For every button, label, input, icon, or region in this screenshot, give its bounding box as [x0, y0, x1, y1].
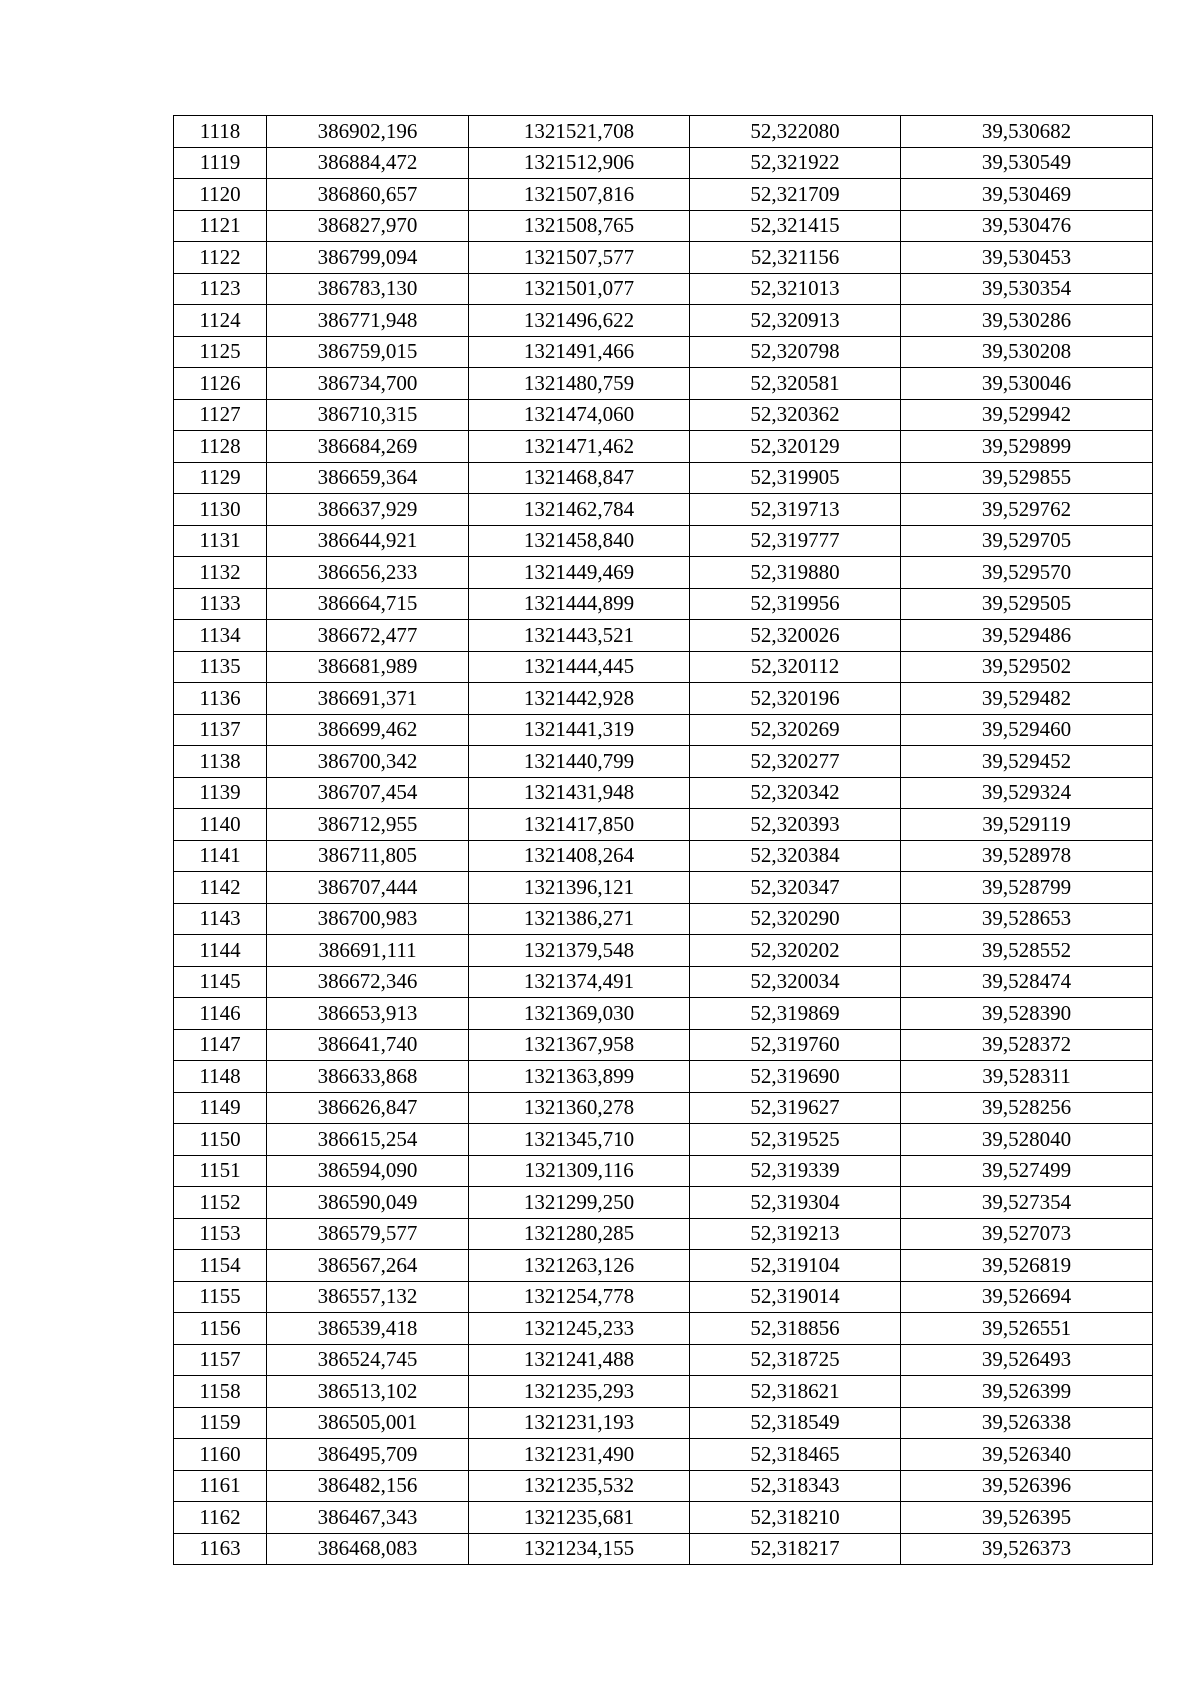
x-coordinate-cell: 386672,346: [267, 966, 469, 998]
longitude-cell: 39,528311: [901, 1061, 1153, 1093]
longitude-cell: 39,528978: [901, 840, 1153, 872]
longitude-cell: 39,528040: [901, 1124, 1153, 1156]
point-number-cell: 1156: [174, 1313, 267, 1345]
y-coordinate-cell: 1321471,462: [469, 431, 690, 463]
point-number-cell: 1121: [174, 210, 267, 242]
point-number-cell: 1136: [174, 683, 267, 715]
table-row: [174, 840, 1153, 872]
latitude-cell: 52,319880: [690, 557, 901, 589]
y-coordinate-cell: 1321280,285: [469, 1218, 690, 1250]
longitude-cell: 39,530208: [901, 336, 1153, 368]
longitude-cell: 39,529570: [901, 557, 1153, 589]
table-row: [174, 1124, 1153, 1156]
x-coordinate-cell: 386691,111: [267, 935, 469, 967]
point-number-cell: 1155: [174, 1281, 267, 1313]
table-row: [174, 1092, 1153, 1124]
y-coordinate-cell: 1321386,271: [469, 903, 690, 935]
y-coordinate-cell: 1321491,466: [469, 336, 690, 368]
point-number-cell: 1123: [174, 273, 267, 305]
y-coordinate-cell: 1321474,060: [469, 399, 690, 431]
point-number-cell: 1119: [174, 147, 267, 179]
latitude-cell: 52,319525: [690, 1124, 901, 1156]
point-number-cell: 1142: [174, 872, 267, 904]
table-row: [174, 336, 1153, 368]
longitude-cell: 39,529460: [901, 714, 1153, 746]
table-row: [174, 1439, 1153, 1471]
x-coordinate-cell: 386594,090: [267, 1155, 469, 1187]
x-coordinate-cell: 386495,709: [267, 1439, 469, 1471]
latitude-cell: 52,318465: [690, 1439, 901, 1471]
latitude-cell: 52,319760: [690, 1029, 901, 1061]
latitude-cell: 52,321415: [690, 210, 901, 242]
table-row: [174, 1218, 1153, 1250]
point-number-cell: 1149: [174, 1092, 267, 1124]
point-number-cell: 1118: [174, 116, 267, 148]
x-coordinate-cell: 386860,657: [267, 179, 469, 211]
latitude-cell: 52,320290: [690, 903, 901, 935]
longitude-cell: 39,526373: [901, 1533, 1153, 1565]
y-coordinate-cell: 1321408,264: [469, 840, 690, 872]
longitude-cell: 39,529119: [901, 809, 1153, 841]
point-number-cell: 1137: [174, 714, 267, 746]
latitude-cell: 52,321013: [690, 273, 901, 305]
latitude-cell: 52,319777: [690, 525, 901, 557]
table-row: [174, 557, 1153, 589]
x-coordinate-cell: 386513,102: [267, 1376, 469, 1408]
y-coordinate-cell: 1321440,799: [469, 746, 690, 778]
table-row: [174, 116, 1153, 148]
y-coordinate-cell: 1321496,622: [469, 305, 690, 337]
longitude-cell: 39,527073: [901, 1218, 1153, 1250]
point-number-cell: 1124: [174, 305, 267, 337]
point-number-cell: 1138: [174, 746, 267, 778]
x-coordinate-cell: 386468,083: [267, 1533, 469, 1565]
point-number-cell: 1153: [174, 1218, 267, 1250]
longitude-cell: 39,529762: [901, 494, 1153, 526]
x-coordinate-cell: 386505,001: [267, 1407, 469, 1439]
point-number-cell: 1145: [174, 966, 267, 998]
x-coordinate-cell: 386524,745: [267, 1344, 469, 1376]
x-coordinate-cell: 386884,472: [267, 147, 469, 179]
longitude-cell: 39,529942: [901, 399, 1153, 431]
latitude-cell: 52,320393: [690, 809, 901, 841]
y-coordinate-cell: 1321235,293: [469, 1376, 690, 1408]
longitude-cell: 39,528256: [901, 1092, 1153, 1124]
point-number-cell: 1127: [174, 399, 267, 431]
table-row: [174, 368, 1153, 400]
x-coordinate-cell: 386664,715: [267, 588, 469, 620]
y-coordinate-cell: 1321263,126: [469, 1250, 690, 1282]
point-number-cell: 1148: [174, 1061, 267, 1093]
latitude-cell: 52,319104: [690, 1250, 901, 1282]
point-number-cell: 1140: [174, 809, 267, 841]
table-row: [174, 1407, 1153, 1439]
table-row: [174, 399, 1153, 431]
latitude-cell: 52,320913: [690, 305, 901, 337]
y-coordinate-cell: 1321367,958: [469, 1029, 690, 1061]
y-coordinate-cell: 1321235,532: [469, 1470, 690, 1502]
longitude-cell: 39,528474: [901, 966, 1153, 998]
latitude-cell: 52,320196: [690, 683, 901, 715]
y-coordinate-cell: 1321507,577: [469, 242, 690, 274]
point-number-cell: 1163: [174, 1533, 267, 1565]
coordinates-table-body: [174, 116, 1153, 1565]
y-coordinate-cell: 1321254,778: [469, 1281, 690, 1313]
longitude-cell: 39,530469: [901, 179, 1153, 211]
table-row: [174, 1313, 1153, 1345]
table-row: [174, 1155, 1153, 1187]
x-coordinate-cell: 386827,970: [267, 210, 469, 242]
longitude-cell: 39,530453: [901, 242, 1153, 274]
table-row: [174, 494, 1153, 526]
longitude-cell: 39,529502: [901, 651, 1153, 683]
table-row: [174, 746, 1153, 778]
table-row: [174, 1376, 1153, 1408]
table-row: [174, 872, 1153, 904]
table-row: [174, 1029, 1153, 1061]
point-number-cell: 1129: [174, 462, 267, 494]
y-coordinate-cell: 1321458,840: [469, 525, 690, 557]
y-coordinate-cell: 1321508,765: [469, 210, 690, 242]
table-row: [174, 1502, 1153, 1534]
latitude-cell: 52,321922: [690, 147, 901, 179]
point-number-cell: 1147: [174, 1029, 267, 1061]
longitude-cell: 39,529324: [901, 777, 1153, 809]
y-coordinate-cell: 1321444,445: [469, 651, 690, 683]
longitude-cell: 39,526338: [901, 1407, 1153, 1439]
table-row: [174, 966, 1153, 998]
longitude-cell: 39,528653: [901, 903, 1153, 935]
x-coordinate-cell: 386557,132: [267, 1281, 469, 1313]
latitude-cell: 52,318217: [690, 1533, 901, 1565]
x-coordinate-cell: 386482,156: [267, 1470, 469, 1502]
longitude-cell: 39,529452: [901, 746, 1153, 778]
y-coordinate-cell: 1321374,491: [469, 966, 690, 998]
point-number-cell: 1133: [174, 588, 267, 620]
x-coordinate-cell: 386699,462: [267, 714, 469, 746]
latitude-cell: 52,319869: [690, 998, 901, 1030]
x-coordinate-cell: 386700,342: [267, 746, 469, 778]
x-coordinate-cell: 386691,371: [267, 683, 469, 715]
point-number-cell: 1132: [174, 557, 267, 589]
x-coordinate-cell: 386637,929: [267, 494, 469, 526]
point-number-cell: 1134: [174, 620, 267, 652]
latitude-cell: 52,318549: [690, 1407, 901, 1439]
longitude-cell: 39,526819: [901, 1250, 1153, 1282]
point-number-cell: 1152: [174, 1187, 267, 1219]
point-number-cell: 1144: [174, 935, 267, 967]
latitude-cell: 52,322080: [690, 116, 901, 148]
table-row: [174, 651, 1153, 683]
longitude-cell: 39,526493: [901, 1344, 1153, 1376]
y-coordinate-cell: 1321462,784: [469, 494, 690, 526]
y-coordinate-cell: 1321449,469: [469, 557, 690, 589]
point-number-cell: 1130: [174, 494, 267, 526]
x-coordinate-cell: 386759,015: [267, 336, 469, 368]
table-row: [174, 1533, 1153, 1565]
latitude-cell: 52,319905: [690, 462, 901, 494]
x-coordinate-cell: 386467,343: [267, 1502, 469, 1534]
latitude-cell: 52,320277: [690, 746, 901, 778]
x-coordinate-cell: 386590,049: [267, 1187, 469, 1219]
point-number-cell: 1151: [174, 1155, 267, 1187]
point-number-cell: 1120: [174, 179, 267, 211]
table-row: [174, 714, 1153, 746]
y-coordinate-cell: 1321480,759: [469, 368, 690, 400]
x-coordinate-cell: 386659,364: [267, 462, 469, 494]
x-coordinate-cell: 386644,921: [267, 525, 469, 557]
y-coordinate-cell: 1321501,077: [469, 273, 690, 305]
x-coordinate-cell: 386579,577: [267, 1218, 469, 1250]
y-coordinate-cell: 1321379,548: [469, 935, 690, 967]
y-coordinate-cell: 1321444,899: [469, 588, 690, 620]
point-number-cell: 1139: [174, 777, 267, 809]
y-coordinate-cell: 1321234,155: [469, 1533, 690, 1565]
latitude-cell: 52,321156: [690, 242, 901, 274]
y-coordinate-cell: 1321345,710: [469, 1124, 690, 1156]
latitude-cell: 52,318210: [690, 1502, 901, 1534]
x-coordinate-cell: 386684,269: [267, 431, 469, 463]
latitude-cell: 52,319339: [690, 1155, 901, 1187]
latitude-cell: 52,320362: [690, 399, 901, 431]
table-row: [174, 809, 1153, 841]
x-coordinate-cell: 386626,847: [267, 1092, 469, 1124]
point-number-cell: 1154: [174, 1250, 267, 1282]
x-coordinate-cell: 386771,948: [267, 305, 469, 337]
x-coordinate-cell: 386653,913: [267, 998, 469, 1030]
y-coordinate-cell: 1321443,521: [469, 620, 690, 652]
longitude-cell: 39,526340: [901, 1439, 1153, 1471]
latitude-cell: 52,320129: [690, 431, 901, 463]
point-number-cell: 1161: [174, 1470, 267, 1502]
x-coordinate-cell: 386656,233: [267, 557, 469, 589]
longitude-cell: 39,526551: [901, 1313, 1153, 1345]
point-number-cell: 1150: [174, 1124, 267, 1156]
table-row: [174, 1061, 1153, 1093]
x-coordinate-cell: 386700,983: [267, 903, 469, 935]
point-number-cell: 1135: [174, 651, 267, 683]
longitude-cell: 39,528390: [901, 998, 1153, 1030]
point-number-cell: 1158: [174, 1376, 267, 1408]
x-coordinate-cell: 386734,700: [267, 368, 469, 400]
x-coordinate-cell: 386672,477: [267, 620, 469, 652]
longitude-cell: 39,530682: [901, 116, 1153, 148]
x-coordinate-cell: 386641,740: [267, 1029, 469, 1061]
latitude-cell: 52,319213: [690, 1218, 901, 1250]
y-coordinate-cell: 1321363,899: [469, 1061, 690, 1093]
longitude-cell: 39,529505: [901, 588, 1153, 620]
x-coordinate-cell: 386615,254: [267, 1124, 469, 1156]
y-coordinate-cell: 1321442,928: [469, 683, 690, 715]
latitude-cell: 52,320034: [690, 966, 901, 998]
y-coordinate-cell: 1321521,708: [469, 116, 690, 148]
latitude-cell: 52,320269: [690, 714, 901, 746]
table-row: [174, 242, 1153, 274]
table-row: [174, 935, 1153, 967]
x-coordinate-cell: 386681,989: [267, 651, 469, 683]
latitude-cell: 52,318621: [690, 1376, 901, 1408]
longitude-cell: 39,529855: [901, 462, 1153, 494]
y-coordinate-cell: 1321299,250: [469, 1187, 690, 1219]
longitude-cell: 39,529482: [901, 683, 1153, 715]
latitude-cell: 52,319014: [690, 1281, 901, 1313]
table-row: [174, 1344, 1153, 1376]
point-number-cell: 1146: [174, 998, 267, 1030]
point-number-cell: 1128: [174, 431, 267, 463]
table-row: [174, 777, 1153, 809]
point-number-cell: 1157: [174, 1344, 267, 1376]
table-row: [174, 1187, 1153, 1219]
longitude-cell: 39,530549: [901, 147, 1153, 179]
x-coordinate-cell: 386711,805: [267, 840, 469, 872]
table-row: [174, 620, 1153, 652]
y-coordinate-cell: 1321235,681: [469, 1502, 690, 1534]
table-row: [174, 588, 1153, 620]
longitude-cell: 39,530286: [901, 305, 1153, 337]
y-coordinate-cell: 1321431,948: [469, 777, 690, 809]
longitude-cell: 39,528372: [901, 1029, 1153, 1061]
latitude-cell: 52,320112: [690, 651, 901, 683]
longitude-cell: 39,528799: [901, 872, 1153, 904]
x-coordinate-cell: 386902,196: [267, 116, 469, 148]
y-coordinate-cell: 1321231,490: [469, 1439, 690, 1471]
longitude-cell: 39,526399: [901, 1376, 1153, 1408]
latitude-cell: 52,318725: [690, 1344, 901, 1376]
latitude-cell: 52,319627: [690, 1092, 901, 1124]
latitude-cell: 52,319304: [690, 1187, 901, 1219]
point-number-cell: 1125: [174, 336, 267, 368]
latitude-cell: 52,321709: [690, 179, 901, 211]
y-coordinate-cell: 1321231,193: [469, 1407, 690, 1439]
table-row: [174, 683, 1153, 715]
latitude-cell: 52,320347: [690, 872, 901, 904]
longitude-cell: 39,527354: [901, 1187, 1153, 1219]
table-row: [174, 462, 1153, 494]
latitude-cell: 52,319713: [690, 494, 901, 526]
table-row: [174, 998, 1153, 1030]
point-number-cell: 1159: [174, 1407, 267, 1439]
table-row: [174, 179, 1153, 211]
y-coordinate-cell: 1321245,233: [469, 1313, 690, 1345]
longitude-cell: 39,530354: [901, 273, 1153, 305]
x-coordinate-cell: 386707,454: [267, 777, 469, 809]
table-row: [174, 903, 1153, 935]
y-coordinate-cell: 1321417,850: [469, 809, 690, 841]
table-row: [174, 273, 1153, 305]
y-coordinate-cell: 1321512,906: [469, 147, 690, 179]
y-coordinate-cell: 1321369,030: [469, 998, 690, 1030]
longitude-cell: 39,526395: [901, 1502, 1153, 1534]
point-number-cell: 1131: [174, 525, 267, 557]
longitude-cell: 39,530476: [901, 210, 1153, 242]
longitude-cell: 39,527499: [901, 1155, 1153, 1187]
table-row: [174, 1250, 1153, 1282]
longitude-cell: 39,530046: [901, 368, 1153, 400]
coordinates-table: [173, 115, 1153, 1565]
longitude-cell: 39,526694: [901, 1281, 1153, 1313]
latitude-cell: 52,319690: [690, 1061, 901, 1093]
table-row: [174, 305, 1153, 337]
x-coordinate-cell: 386712,955: [267, 809, 469, 841]
point-number-cell: 1162: [174, 1502, 267, 1534]
x-coordinate-cell: 386539,418: [267, 1313, 469, 1345]
longitude-cell: 39,528552: [901, 935, 1153, 967]
x-coordinate-cell: 386633,868: [267, 1061, 469, 1093]
y-coordinate-cell: 1321441,319: [469, 714, 690, 746]
y-coordinate-cell: 1321468,847: [469, 462, 690, 494]
table-row: [174, 1470, 1153, 1502]
y-coordinate-cell: 1321309,116: [469, 1155, 690, 1187]
latitude-cell: 52,318856: [690, 1313, 901, 1345]
y-coordinate-cell: 1321360,278: [469, 1092, 690, 1124]
table-row: [174, 431, 1153, 463]
x-coordinate-cell: 386710,315: [267, 399, 469, 431]
table-row: [174, 147, 1153, 179]
point-number-cell: 1126: [174, 368, 267, 400]
latitude-cell: 52,320026: [690, 620, 901, 652]
x-coordinate-cell: 386567,264: [267, 1250, 469, 1282]
point-number-cell: 1141: [174, 840, 267, 872]
longitude-cell: 39,526396: [901, 1470, 1153, 1502]
longitude-cell: 39,529705: [901, 525, 1153, 557]
longitude-cell: 39,529899: [901, 431, 1153, 463]
table-row: [174, 525, 1153, 557]
latitude-cell: 52,320342: [690, 777, 901, 809]
y-coordinate-cell: 1321396,121: [469, 872, 690, 904]
latitude-cell: 52,320384: [690, 840, 901, 872]
table-row: [174, 210, 1153, 242]
x-coordinate-cell: 386707,444: [267, 872, 469, 904]
latitude-cell: 52,320202: [690, 935, 901, 967]
y-coordinate-cell: 1321241,488: [469, 1344, 690, 1376]
x-coordinate-cell: 386799,094: [267, 242, 469, 274]
point-number-cell: 1122: [174, 242, 267, 274]
x-coordinate-cell: 386783,130: [267, 273, 469, 305]
point-number-cell: 1143: [174, 903, 267, 935]
latitude-cell: 52,319956: [690, 588, 901, 620]
point-number-cell: 1160: [174, 1439, 267, 1471]
y-coordinate-cell: 1321507,816: [469, 179, 690, 211]
latitude-cell: 52,320798: [690, 336, 901, 368]
latitude-cell: 52,318343: [690, 1470, 901, 1502]
latitude-cell: 52,320581: [690, 368, 901, 400]
longitude-cell: 39,529486: [901, 620, 1153, 652]
table-row: [174, 1281, 1153, 1313]
